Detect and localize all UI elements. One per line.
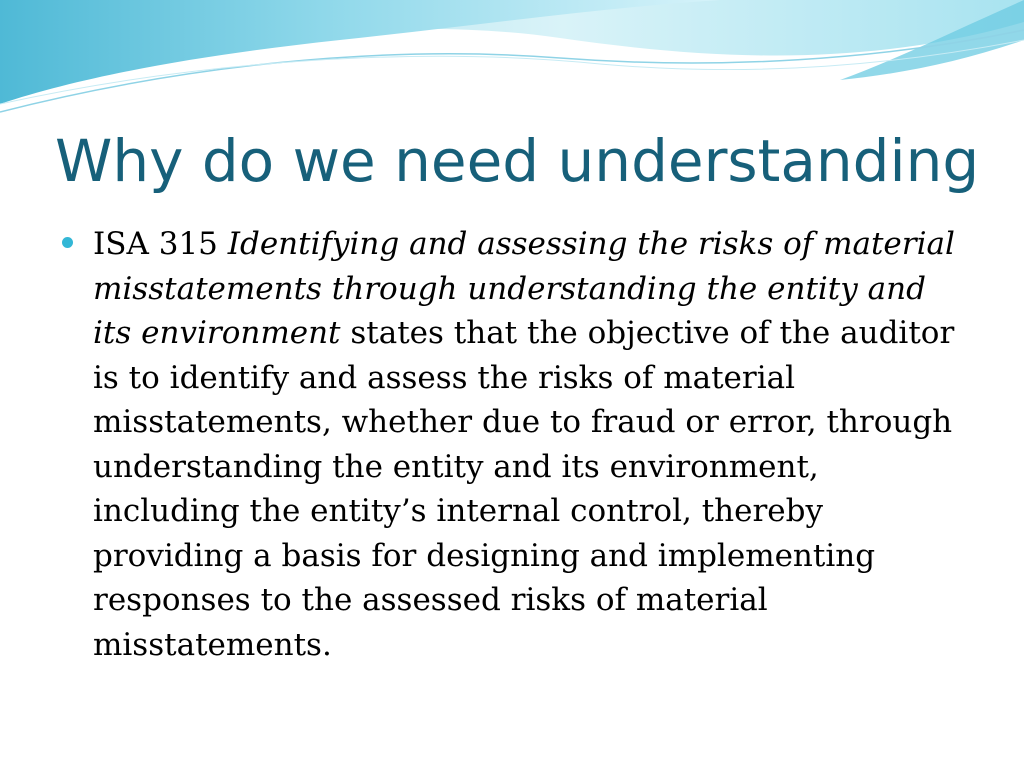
body-line-1 xyxy=(93,222,962,267)
body-line-7: including the entity’s internal control, thereby xyxy=(93,493,823,529)
body-line-4: is to identify and assess the risks of material xyxy=(93,359,796,396)
standard-reference: ISA 315 xyxy=(93,226,228,262)
bullet-item xyxy=(62,222,962,667)
body-line-8: providing a basis for designing and implementing xyxy=(93,537,876,574)
body-line-6: understanding the entity and its environment, xyxy=(93,448,819,485)
body-text-line-3: states that the objective of the auditor xyxy=(340,315,955,351)
slide-title: Why do we need understanding xyxy=(55,127,980,195)
standard-title-part-3: its environment xyxy=(93,315,341,351)
body-line-9: responses to the assessed risks of material xyxy=(93,582,768,618)
standard-title-part-1: Identifying and assessing the risks of material xyxy=(227,226,955,262)
bullet-icon xyxy=(62,237,73,248)
standard-title-part-2: misstatements through understanding the entity and xyxy=(93,270,926,307)
body-line-5: misstatements, whether due to fraud or error, through xyxy=(93,404,953,440)
slide-body xyxy=(62,222,962,667)
body-line-3 xyxy=(93,311,962,356)
body-line-10: misstatements. xyxy=(93,626,332,663)
decorative-wave-header xyxy=(0,0,1024,120)
